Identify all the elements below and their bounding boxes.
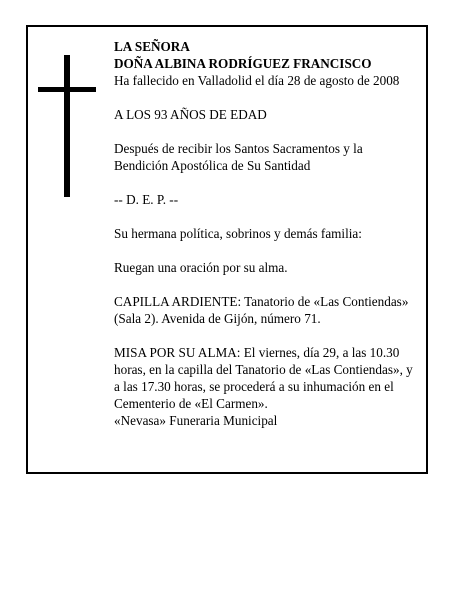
chapel-line-1: CAPILLA ARDIENTE: Tanatorio de «Las Contiendas» [114, 294, 409, 309]
deceased-name: DOÑA ALBINA RODRÍGUEZ FRANCISCO [114, 56, 372, 71]
prayer-line: Ruegan una oración por su alma. [114, 260, 288, 275]
notice-title: LA SEÑORA [114, 39, 190, 54]
cross-icon [38, 55, 96, 197]
mass-line-3: a las 17.30 horas, se procederá a su inhumación en el [114, 379, 394, 394]
sacraments-line-1: Después de recibir los Santos Sacramentos y la [114, 141, 363, 156]
mass-line-1: MISA POR SU ALMA: El viernes, día 29, a las 10.30 [114, 345, 400, 360]
funeral-home-line: «Nevasa» Funeraria Municipal [114, 413, 278, 428]
obituary-text [114, 38, 426, 429]
rip-line: -- D. E. P. -- [114, 192, 179, 207]
mass-line-2: horas, en la capilla del Tanatorio de «Las Contiendas», y [114, 362, 413, 377]
mass-line-4: Cementerio de «El Carmen». [114, 396, 268, 411]
cross-vertical-bar [64, 55, 70, 197]
cross-horizontal-bar [38, 87, 96, 92]
family-line: Su hermana política, sobrinos y demás familia: [114, 226, 362, 241]
sacraments-line-2: Bendición Apostólica de Su Santidad [114, 158, 311, 173]
age-line: A LOS 93 AÑOS DE EDAD [114, 107, 267, 122]
death-line: Ha fallecido en Valladolid el día 28 de agosto de 2008 [114, 73, 400, 88]
chapel-line-2: (Sala 2). Avenida de Gijón, número 71. [114, 311, 321, 326]
